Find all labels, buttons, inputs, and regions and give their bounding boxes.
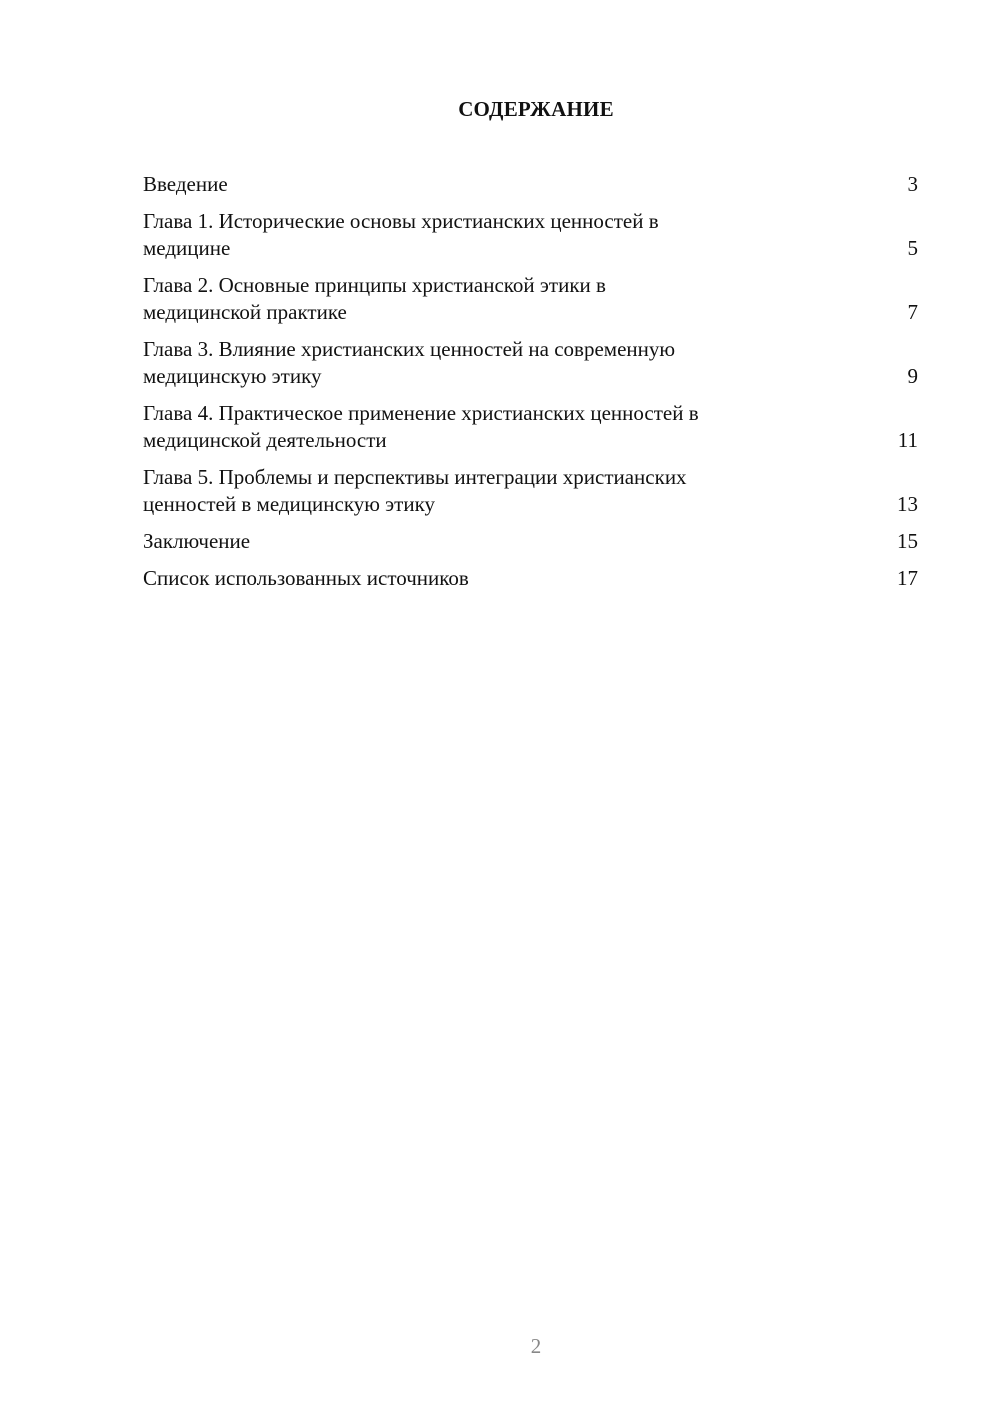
- toc-entry-conclusion: [143, 528, 918, 555]
- toc-entry-text: Глава 2. Основные принципы христианской этики в медицинской практике: [143, 273, 606, 324]
- toc-entry-page: 11: [897, 428, 918, 452]
- page-title: СОДЕРЖАНИЕ: [458, 97, 614, 121]
- toc-entry-page: 15: [897, 529, 918, 553]
- toc-entry-chapter-2: [143, 272, 918, 326]
- page-number: 2: [530, 1334, 542, 1358]
- toc-entry-text: Заключение: [143, 529, 251, 553]
- toc-entry-chapter-5: [143, 464, 918, 518]
- toc-entry-text: Введение: [143, 172, 228, 196]
- toc-entry-page: 9: [907, 364, 918, 388]
- toc-entry-chapter-4: [143, 400, 918, 454]
- toc-entry-page: 5: [907, 236, 918, 260]
- toc-entry-page: 3: [907, 172, 918, 196]
- toc-entry-page: 17: [897, 566, 918, 590]
- toc-entry-chapter-1: [143, 208, 918, 262]
- toc-entry-page: 7: [907, 300, 918, 324]
- toc-entry-text: Глава 4. Практическое применение христианских ценностей в медицинской деятельности: [143, 401, 699, 452]
- toc-entry-references: [143, 565, 918, 592]
- toc-entry-text: Глава 1. Исторические основы христианских ценностей в медицине: [143, 209, 659, 260]
- toc-entry-text: Глава 5. Проблемы и перспективы интеграции христианских ценностей в медицинскую этику: [143, 465, 687, 516]
- toc-entry-page: 13: [897, 492, 918, 516]
- toc-entry-text: Глава 3. Влияние христианских ценностей на современную медицинскую этику: [143, 337, 676, 388]
- table-of-contents: [143, 171, 918, 602]
- toc-entry-chapter-3: [143, 336, 918, 390]
- toc-entry-introduction: [143, 171, 918, 198]
- toc-entry-text: Список использованных источников: [143, 566, 469, 590]
